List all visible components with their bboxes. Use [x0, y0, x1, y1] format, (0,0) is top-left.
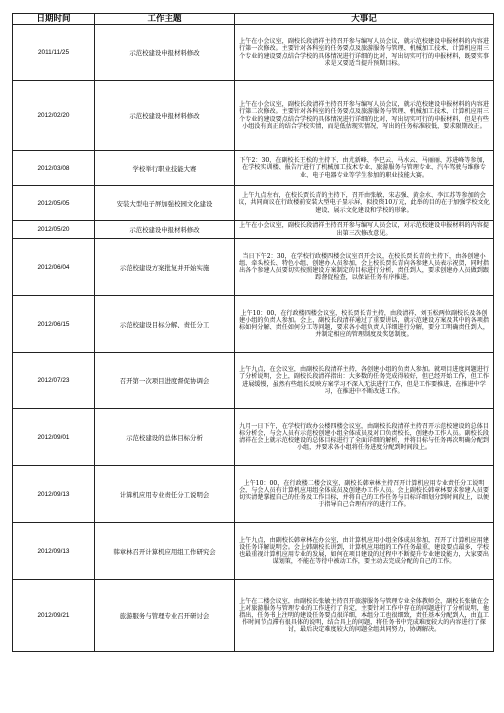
row-event: 下午2：30，在副校长王松的主持下，由尤新峰、李巳云、马水云、马丽丽、苏进峰等参加，在学校实训楼、报告厅进行了机械加工技术专业、旅游服务与管理专业、汽车驾驶与维修专业、电子电器专业等学生参加的职业技能大赛。 [235, 151, 494, 186]
row-event: 上午在二楼会议室，由副校长张敏主持召开旅游服务与管理专业全体教师会，副校长张敏在会上对旅游服务与管理专业的工作进行了肯定，主要针对工作中存在的问题进行了分析说明，他指出，任务书上注明的建设任务要点很详细，本组分工也很细致，责任基本分配到人，由直工作时间节点滞有很具体的说明，结合具上的问题，将任务书中完成难度较大的内容进行了探讨，最后决定难度较大的问题全组共同努力，协调解决。 [235, 580, 494, 652]
table-row [13, 239, 494, 296]
row-date: 2012/09/13 [13, 523, 95, 580]
row-topic: 示范校建设方案批复并开始实施 [95, 239, 235, 296]
row-topic: 韩章林召开计算机应用组工作研究会 [95, 523, 235, 580]
header-row [13, 14, 494, 25]
row-topic: 示范校建设的总体目标分析 [95, 409, 235, 466]
row-topic: 示范校建设申报材料修改 [95, 221, 235, 239]
table-row [13, 466, 494, 523]
row-event: 上午九点，在会议室，由副校长段清祥主持，各创建小组的负责人参加。就项目进度问题进行了分析说明，会上，副校长段清祥指出：大多数的任务完成得较好，但已经开始工作，但工作进展缓慢，虽然有些组长反映方案学习不深入无法进行工作，但是工作要推进，在推进中学习，在推进中不断改进工作。 [235, 353, 494, 409]
table-row [13, 523, 494, 580]
chronicle-table [12, 13, 494, 652]
row-event: 上午九点，由副校长韩章林在办公室，由计算机应用小组全体成员参加，召开了计算机应用建设任务详解说明会。会上韩副校长讲到，计算机应用组的工作任务最重，建设要点最多，学校也最重视计算机应用专业的发展，如何在项目建设的过程中不断提升专业建设能力，大家要出谋划策，不能在等待中被动工作，要主动去完成分配的自己的工作。 [235, 523, 494, 580]
table-row [13, 221, 494, 239]
row-event: 九月一日下午，在学校行政办公楼四楼会议室，由副校长段清祥主持召开示范校建设的总体目标分析会，与会人员有示范校创建小组全体成员及对口负责校长，创建办工作人员。副校长段清祥在会上就示范校建设的总体目标进行了全面详细的解析，并将目标与任务再次明确分配到小组，并要求各小组将任务进度分配到时间段上。 [235, 409, 494, 466]
header-event: 大事记 [235, 14, 494, 25]
row-event: 上午10：00，在行政楼四楼会议室，校长贾长青主持，由段清祥、刘玉松两位副校长及各创建小组的负责人参加。会上，副校长段清祥通过了重要讲话，就示范建设方案及其中的各项指标如何分解、责任如何分工等问题，要求各小组负责人详细进行分解，要分工明确责任到人，并制定相应的管理制度及奖惩制度。 [235, 296, 494, 353]
table-row [13, 81, 494, 151]
row-event: 上午在小会议室，副校长段清祥主持召开参与编写人员会议，就示范校建设申报材料的内容进行第二次修改。主要针对各科室的任务要点及旅游服务与管理、机械加工技术、计算机应用三个专业的建设要点结合学校的具体情况进行详细的比对，写出切实可行的申报材料，但是有些小组没有真正的结合学校实情，而是低估现实情况，写出的任务标准较低，要求限期改正。 [235, 81, 494, 151]
chronicle-sheet [12, 13, 493, 652]
row-topic: 示范校建设目标分解、责任分工 [95, 296, 235, 353]
table-row [13, 151, 494, 186]
table-row [13, 409, 494, 466]
row-event: 上午九点左右，在校长贾长青的主持下，召开由张敏，宋志强、黄金水、李江苏等参加的会议，共同商议在行政楼前安装大型电子显示屏，拟投资10万元，此举的目的在于加强学校文化建设、展示文化建设和学校的形象。 [235, 186, 494, 221]
row-date: 2012/09/21 [13, 580, 95, 652]
row-date: 2012/09/01 [13, 409, 95, 466]
row-date: 2012/05/20 [13, 221, 95, 239]
row-topic: 示范校建设申报材料修改 [95, 25, 235, 81]
header-date: 日期时间 [13, 14, 95, 25]
row-date: 2012/06/15 [13, 296, 95, 353]
row-date: 2012/02/20 [13, 81, 95, 151]
row-event: 上午在小会议室，副校长段清祥主持召开参与编写人员会议，就示范校建设申报材料的内容进行第一次修改。主要针对各科室的任务要点及旅游服务与管理、机械加工技术、计算机应用三个专业的建设要点结合学校的具体情况进行详细的比对，写出切实可行的申报材料，既要实事求是又要适当提升预期目标。 [235, 25, 494, 81]
row-date: 2012/09/13 [13, 466, 95, 523]
table-row [13, 25, 494, 81]
row-topic: 示范校建设申报材料修改 [95, 81, 235, 151]
table-row [13, 186, 494, 221]
table-row [13, 580, 494, 652]
table-row [13, 353, 494, 409]
row-date: 2012/03/08 [13, 151, 95, 186]
row-event: 当日下午2：30，在学校行政楼四楼会议室召开会议，在校长贾长青的主持下，由各创建小组、牵头校长、特色小组、创建办人员参加，会上校长贾长青向各参建人员表示祝贺，同时指出各个参建人员要切实按照建设方案制定的目标进行分析，责任到人，要求创建办人员做到跟踪督促检查，以保证任务有序推进。 [235, 239, 494, 296]
row-topic: 计算机应用专业责任分工说明会 [95, 466, 235, 523]
table-row [13, 296, 494, 353]
row-topic: 学校举行职业技能大赛 [95, 151, 235, 186]
row-topic: 安装大型电子屏加强校园文化建设 [95, 186, 235, 221]
header-topic: 工作主题 [95, 14, 235, 25]
row-event: 上午10：00，在行政楼二楼会议室，副校长韩章林主持召开计算机应用专业责任分工说明会，与会人员有计算机应用组全体成员及创建办工作人员。会上副校长韩章林要求参建人员要切实清楚掌握自己的任务及工作目标，并将自己的工作任务与目标详细划分到时间段上，以便于指导自己合理有序的进行工作。 [235, 466, 494, 523]
row-topic: 旅游服务与管理专业召开研讨会 [95, 580, 235, 652]
row-topic: 召开第一次项目进度督促协调会 [95, 353, 235, 409]
row-date: 2012/06/04 [13, 239, 95, 296]
row-date: 2012/05/05 [13, 186, 95, 221]
row-date: 2012/07/23 [13, 353, 95, 409]
row-date: 2011/11/25 [13, 25, 95, 81]
row-event: 上午在小会议室，副校长段清祥主持召开参与编写人员会议，对示范校建设申报材料的内容提出第三次修改意见。 [235, 221, 494, 239]
